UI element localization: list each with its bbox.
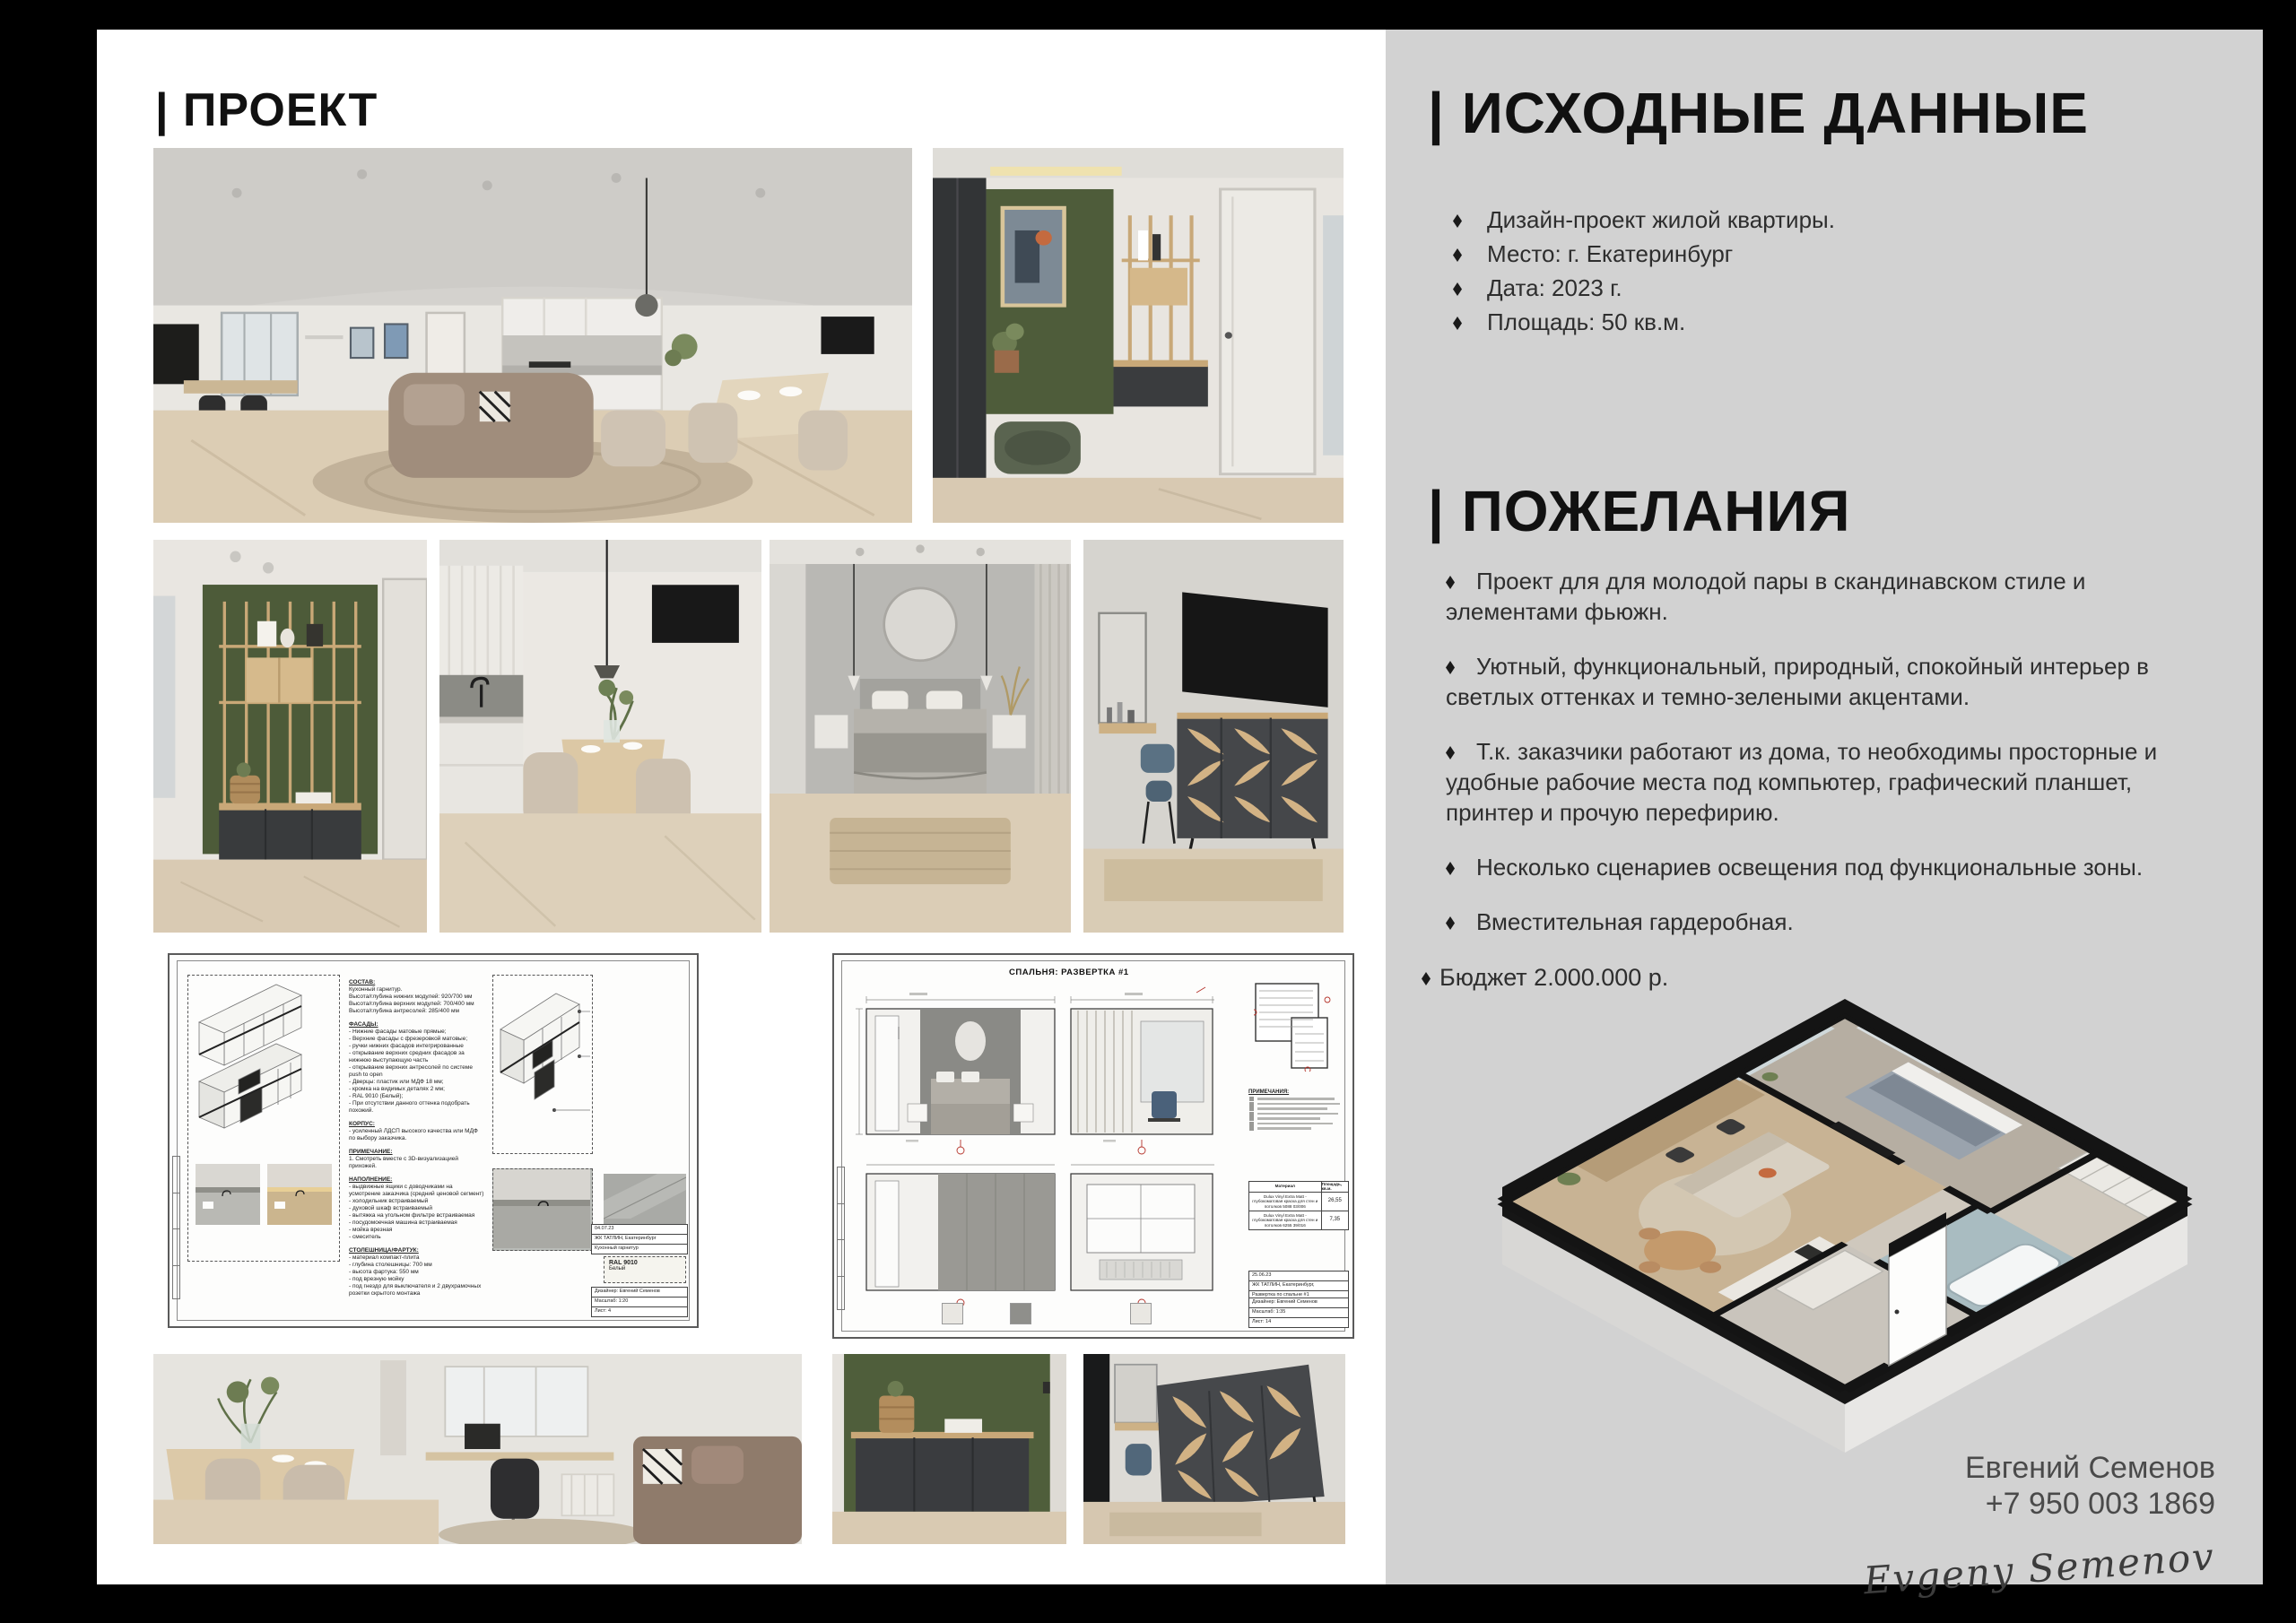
material-area: 7,35	[1329, 1217, 1341, 1223]
spec-line: - Нижние фасады матовые прямые;	[349, 1028, 447, 1035]
spec-line: СОСТАВ:	[349, 979, 376, 985]
titleblock-row: Лист: 14	[1252, 1319, 1272, 1324]
kitchen-titleblock-1	[591, 1224, 688, 1254]
materials-header-area: Площадь, кв.м.	[1321, 1182, 1343, 1192]
titleblock-row: Развертка по спальне #1	[1252, 1292, 1309, 1298]
diamond-bullet-icon	[1453, 282, 1462, 296]
kitchen-spec-text	[349, 973, 485, 1298]
list-item	[1453, 273, 1835, 302]
kitchen-iso-drawing-2	[493, 976, 590, 1151]
bedroom-sheet-title: СПАЛЬНЯ: РАЗВЕРТКА #1	[1009, 968, 1129, 977]
contact-phone: +7 950 003 1869	[1985, 1487, 2215, 1521]
spec-line: Высота/глубина нижних модулей: 920/700 мм	[349, 994, 473, 1000]
diamond-bullet-icon	[1453, 248, 1462, 262]
kitchen-iso-box	[187, 975, 340, 1262]
diamond-bullet-icon	[1446, 576, 1455, 589]
project-heading: | ПРОЕКТ	[155, 84, 378, 136]
spec-line: - духовой шкаф встраиваемый	[349, 1205, 433, 1211]
wish-item-text: Уютный, функциональный, природный, спокойный интерьер в светлых оттенках и темно-зелеными акцентами.	[1446, 653, 2149, 710]
bedroom-titleblock-2	[1248, 1298, 1349, 1328]
content-area	[97, 30, 2263, 1603]
spec-line: - вытяжка на угольном фильтре встраиваемая	[349, 1212, 475, 1219]
titleblock-row: ЖК ТАТЛИН, Екатеринбург,	[1249, 1281, 1348, 1291]
titleblock-row: Дизайнер: Евгений Семенов	[1249, 1298, 1348, 1308]
diamond-bullet-icon	[1446, 862, 1455, 875]
notes-heading: ПРИМЕЧАНИЯ:	[1248, 1089, 1290, 1095]
spec-line: ПРИМЕЧАНИЕ:	[349, 1149, 393, 1155]
wishes-list	[1446, 566, 2169, 961]
spec-line: - открывание верхних средних фасадов за нижнюю выступающую часть	[349, 1050, 465, 1063]
bedroom-elevation-drawings	[856, 985, 1214, 1308]
titleblock-row: Лист: 4	[595, 1308, 612, 1314]
paint-swatch	[1010, 1303, 1031, 1324]
spec-line: - смеситель	[349, 1234, 381, 1240]
titleblock-row: Масштаб: 1:35	[1249, 1308, 1348, 1318]
list-item	[1453, 308, 1835, 336]
material-name: Dulux Vinyl Extra Matt - глубокоматовая краска для стен и потолков 6255 39/016	[1249, 1211, 1322, 1229]
spec-line: - выдвижные ящики с доводчиками на усмотрение заказчика (средний ценовой сегмент)	[349, 1184, 484, 1197]
wishes-heading: | ПОЖЕЛАНИЯ	[1428, 479, 1851, 543]
sheet-kitchen-binding-strip	[172, 1156, 180, 1299]
photo-panorama-living	[153, 148, 912, 523]
list-item	[1453, 205, 1835, 234]
photo-bedroom	[770, 540, 1071, 933]
titleblock-row: 25.06.23	[1249, 1271, 1348, 1281]
sheet-bedroom-elevations	[832, 953, 1354, 1339]
wish-item-text: Несколько сценариев освещения под функциональные зоны.	[1476, 854, 2144, 881]
spec-line: Кухонный гарнитур.	[349, 986, 403, 993]
spec-line: - материал компакт-плита	[349, 1254, 420, 1261]
bedroom-notes	[1248, 1089, 1345, 1133]
spec-line: - холодильник встраиваемый	[349, 1198, 429, 1204]
sheet-bedroom-binding-strip	[837, 1167, 845, 1310]
list-item-label: Дата: 2023 г.	[1487, 274, 1622, 301]
paint-swatch	[942, 1303, 963, 1324]
contact-name: Евгений Семенов	[1964, 1451, 2215, 1485]
titleblock-row: Кухонный гарнитур	[595, 1245, 639, 1251]
bedroom-plan-thumbnail	[1254, 982, 1331, 1072]
spec-line: Высота/глубина верхних модулей: 700/400 мм	[349, 1001, 474, 1007]
spec-line: - глубина столешницы: 700 мм	[349, 1262, 432, 1268]
bedroom-titleblock-1	[1248, 1271, 1349, 1301]
list-item	[1453, 239, 1835, 268]
spec-line: КОРПУС:	[349, 1121, 375, 1127]
wish-item-text: Проект для для молодой пары в скандинавском стиле и элементами фьюжн.	[1446, 568, 2086, 625]
spec-line: - Верхние фасады с фрезеровкой матовые;	[349, 1036, 468, 1042]
spec-line: - посудомоечная машина встраиваемая	[349, 1219, 457, 1226]
ral-name: Белый	[609, 1266, 626, 1271]
spec-line: СТОЛЕШНИЦА/ФАРТУК:	[349, 1247, 419, 1254]
diamond-bullet-icon	[1422, 972, 1431, 985]
floorplan-render	[1477, 964, 2260, 1493]
spec-line: ФАСАДЫ:	[349, 1021, 378, 1028]
kitchen-iso-drawings	[188, 976, 337, 1259]
signature: Evgeny Semenov	[1862, 1534, 2217, 1603]
photo-pattern-dresser	[1083, 1354, 1345, 1544]
materials-header-name: Материал	[1249, 1182, 1322, 1192]
diamond-bullet-icon	[1446, 916, 1455, 930]
diamond-bullet-icon	[1446, 746, 1455, 759]
budget-text: Бюджет 2.000.000 р.	[1439, 964, 1669, 991]
initial-data-list	[1453, 205, 1835, 342]
kitchen-render-swatch	[492, 1168, 593, 1251]
contact-block	[1862, 1450, 2217, 1603]
diamond-bullet-icon	[1453, 317, 1462, 330]
spec-line: НАПОЛНЕНИЕ:	[349, 1176, 393, 1183]
list-item-label: Дизайн-проект жилой квартиры.	[1487, 206, 1835, 233]
photo-green-console	[832, 1354, 1066, 1544]
spec-line: - усиленный ЛДСП высокого качества или МДФ по выбору заказчика.	[349, 1128, 478, 1141]
wish-item	[1446, 651, 2169, 712]
spec-line: - RAL 9010 (Белый);	[349, 1093, 404, 1099]
spec-line: - открывание верхних антресолей по системе push to open	[349, 1064, 473, 1078]
spec-line: - мойка врезная	[349, 1227, 393, 1233]
materials-table	[1248, 1181, 1349, 1230]
spec-line: - под гнездо для выключателя и 2 двухрамочных розетки скрытого монтажа	[349, 1283, 482, 1297]
spec-line: Высота/глубина антресолей: 285/400 мм	[349, 1008, 459, 1014]
titleblock-row: Дизайнер: Евгений Семенов	[592, 1288, 687, 1298]
material-name: Dulux Vinyl Extra Matt - глубокоматовая краска для стен и потолков 5088 03/006	[1249, 1193, 1322, 1211]
kitchen-titleblock-2	[591, 1287, 688, 1317]
spec-line: - Дверцы: пластик или МДФ 18 мм;	[349, 1079, 444, 1085]
titleblock-row: ЖК ТАТЛИН, Екатеринбург	[592, 1235, 687, 1245]
spec-line: - высота фартука: 550 мм	[349, 1269, 419, 1275]
spec-line: - кромка на видимых деталях 2 мм;	[349, 1086, 445, 1092]
photo-kitchen-dining	[439, 540, 761, 933]
list-item-label: Место: г. Екатеринбург	[1487, 240, 1734, 267]
diamond-bullet-icon	[1453, 214, 1462, 228]
wish-item-text: Вместительная гардеробная.	[1476, 908, 1794, 935]
wish-item	[1446, 566, 2169, 627]
diamond-bullet-icon	[1446, 661, 1455, 674]
wish-item	[1446, 736, 2169, 828]
ral-code: RAL 9010	[609, 1260, 638, 1266]
wish-item	[1446, 907, 2169, 937]
photo-hallway-entry	[933, 148, 1344, 523]
material-area: 26,55	[1327, 1198, 1342, 1204]
kitchen-iso-box-2	[492, 975, 593, 1154]
titleblock-row: Масштаб: 1:20	[592, 1298, 687, 1307]
sheet-kitchen	[168, 953, 699, 1328]
spec-line: - При отсутствии данного оттенка подобрать похожий.	[349, 1100, 470, 1114]
wish-item-text: Т.к. заказчики работают из дома, то необходимы просторные и удобные рабочие места под компьютер, графический планшет, принтер и прочую перефирию.	[1446, 738, 2158, 826]
info-panel	[1386, 30, 2263, 1603]
spec-line: 1. Смотреть вместе с 3D-визуализацией прихожей.	[349, 1156, 458, 1169]
ral-swatch	[604, 1256, 686, 1283]
spec-line: - ручки нижних фасадов интегрированные	[349, 1043, 464, 1049]
titleblock-row: 04.07.23	[592, 1225, 687, 1235]
photo-tv-console	[1083, 540, 1344, 933]
photo-hall-green-shelf	[153, 540, 427, 933]
photo-workspace-strip	[153, 1354, 802, 1544]
initial-data-heading: | ИСХОДНЫЕ ДАННЫЕ	[1428, 81, 2089, 145]
wish-item	[1446, 852, 2169, 882]
list-item-label: Площадь: 50 кв.м.	[1487, 308, 1686, 335]
spec-line: - под врезную мойку	[349, 1276, 404, 1282]
paint-swatch	[1130, 1303, 1152, 1324]
